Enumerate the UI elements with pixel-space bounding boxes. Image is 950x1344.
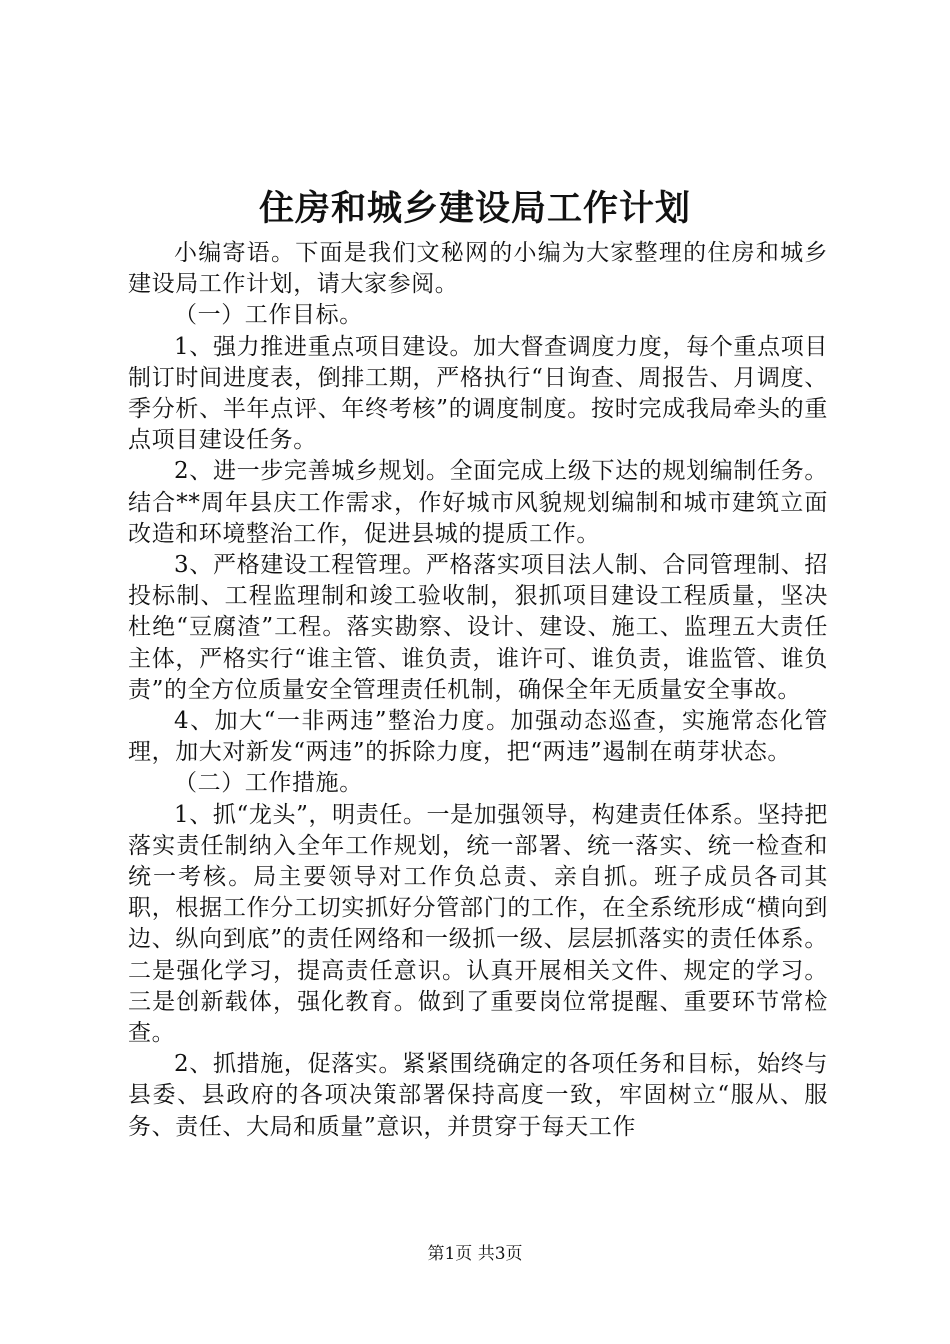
page-number-footer: 第1页 共3页 [427,1244,523,1264]
intro-paragraph: 小编寄语。下面是我们文秘网的小编为大家整理的住房和城乡建设局工作计划，请大家参阅。 [128,240,828,298]
measure-paragraph-2: 2、抓措施，促落实。紧紧围绕确定的各项任务和目标，始终与县委、县政府的各项决策部署保持高度一致，牢固树立“服从、服务、责任、大局和质量”意识，并贯穿于每天工作 [128,1051,828,1140]
goal-paragraph-2: 2、进一步完善城乡规划。全面完成上级下达的规划编制任务。结合**周年县庆工作需求，作好城市风貌规划编制和城市建筑立面改造和环境整治工作，促进县城的提质工作。 [128,458,828,547]
section-heading-measures: （二）工作措施。 [174,770,363,797]
goal-paragraph-3: 3、严格建设工程管理。严格落实项目法人制、合同管理制、招投标制、工程监理制和竣工验收制，狠抓项目建设工程质量，坚决杜绝“豆腐渣”工程。落实勘察、设计、建设、施工、监理五大责任主体，严格实行“谁主管、谁负责，谁许可、谁负责，谁监管、谁负责”的全方位质量安全管理责任机制，确保全年无质量安全事故。 [128,552,828,703]
document-title: 住房和城乡建设局工作计划 [258,188,691,229]
document-body [128,238,828,1143]
measure-paragraph-1: 1、抓“龙头”，明责任。一是加强领导，构建责任体系。坚持把落实责任制纳入全年工作规划，统一部署、统一落实、统一检查和统一考核。局主要领导对工作负总责、亲自抓。班子成员各司其职，根据工作分工切实抓好分管部门的工作，在全系统形成“横向到边、纵向到底”的责任网络和一级抓一级、层层抓落实的责任体系。二是强化学习，提高责任意识。认真开展相关文件、规定的学习。三是创新载体，强化教育。做到了重要岗位常提醒、重要环节常检查。 [128,801,828,1047]
goal-paragraph-4: 4、加大“一非两违”整治力度。加强动态巡查，实施常态化管理，加大对新发“两违”的拆除力度，把“两违”遏制在萌芽状态。 [128,708,828,766]
section-heading-goals: （一）工作目标。 [174,302,363,329]
goal-paragraph-1: 1、强力推进重点项目建设。加大督查调度力度，每个重点项目制订时间进度表，倒排工期，严格执行“日询查、周报告、月调度、季分析、半年点评、年终考核”的调度制度。按时完成我局牵头的重点项目建设任务。 [128,333,828,454]
